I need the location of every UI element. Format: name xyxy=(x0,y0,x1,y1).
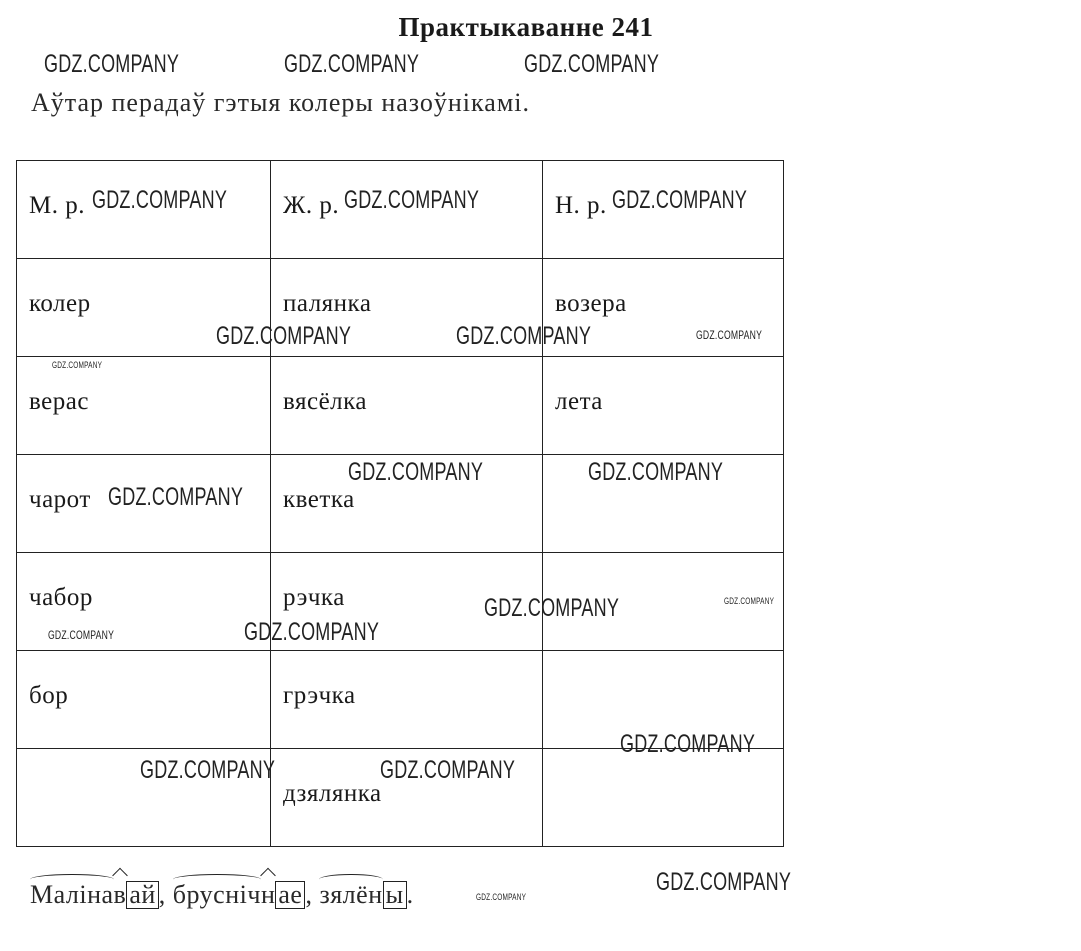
word-analysis-line: Малінав ай , бруснічн ае , зялён ы . xyxy=(30,880,414,909)
word-root-arc: зялён xyxy=(319,880,383,909)
watermark-text: GDZ.COMPANY xyxy=(344,186,480,214)
table-cell: рэчка xyxy=(271,553,543,651)
table-cell: кветка xyxy=(271,455,543,553)
watermark-text: GDZ.COMPANY xyxy=(612,186,748,214)
watermark-text: GDZ.COMPANY xyxy=(52,360,103,370)
suffix-mark: н xyxy=(260,880,276,909)
watermark-text: GDZ.COMPANY xyxy=(348,458,484,486)
task-instruction: Аўтар перадаў гэтыя колеры назоўнікамі. xyxy=(31,88,530,117)
header-neuter: Н. р. xyxy=(543,161,784,259)
watermark-text: GDZ.COMPANY xyxy=(108,483,244,511)
table-cell: возера xyxy=(543,259,784,357)
watermark-text: GDZ.COMPANY xyxy=(696,328,763,342)
table-cell: верас xyxy=(17,357,271,455)
watermark-text: GDZ.COMPANY xyxy=(48,628,115,642)
watermark-text: GDZ.COMPANY xyxy=(380,756,516,784)
ending-box: ае xyxy=(275,881,305,909)
watermark-text: GDZ.COMPANY xyxy=(476,892,527,902)
table-cell xyxy=(543,749,784,847)
header-feminine: Ж. р. xyxy=(271,161,543,259)
watermark-text: GDZ.COMPANY xyxy=(140,756,276,784)
watermark-text: GDZ.COMPANY xyxy=(724,596,775,606)
table-cell: чабор xyxy=(17,553,271,651)
page-title: Практыкаванне 241 xyxy=(398,12,654,42)
table-cell: палянка xyxy=(271,259,543,357)
word-root-arc: Маліна xyxy=(30,880,114,909)
ending-box: ай xyxy=(126,881,158,909)
table-cell: вясёлка xyxy=(271,357,543,455)
watermark-text: GDZ.COMPANY xyxy=(588,458,724,486)
table-cell: лета xyxy=(543,357,784,455)
table-cell: грэчка xyxy=(271,651,543,749)
table-row xyxy=(17,553,784,651)
watermark-text: GDZ.COMPANY xyxy=(456,322,592,350)
watermark-text: GDZ.COMPANY xyxy=(620,730,756,758)
watermark-text: GDZ.COMPANY xyxy=(44,50,180,78)
watermark-text: GDZ.COMPANY xyxy=(244,618,380,646)
watermark-text: GDZ.COMPANY xyxy=(656,868,792,896)
watermark-text: GDZ.COMPANY xyxy=(284,50,420,78)
header-masculine: М. р. xyxy=(17,161,271,259)
word-root-arc: брусніч xyxy=(172,880,261,909)
watermark-text: GDZ.COMPANY xyxy=(524,50,660,78)
table-cell: дзялянка xyxy=(271,749,543,847)
table-cell: чарот xyxy=(17,455,271,553)
table-row xyxy=(17,357,784,455)
watermark-text: GDZ.COMPANY xyxy=(92,186,228,214)
watermark-text: GDZ.COMPANY xyxy=(484,594,620,622)
watermark-text: GDZ.COMPANY xyxy=(216,322,352,350)
ending-box: ы xyxy=(383,881,407,909)
suffix-mark: в xyxy=(113,880,127,909)
table-cell: бор xyxy=(17,651,271,749)
table-row xyxy=(17,259,784,357)
table-cell: колер xyxy=(17,259,271,357)
